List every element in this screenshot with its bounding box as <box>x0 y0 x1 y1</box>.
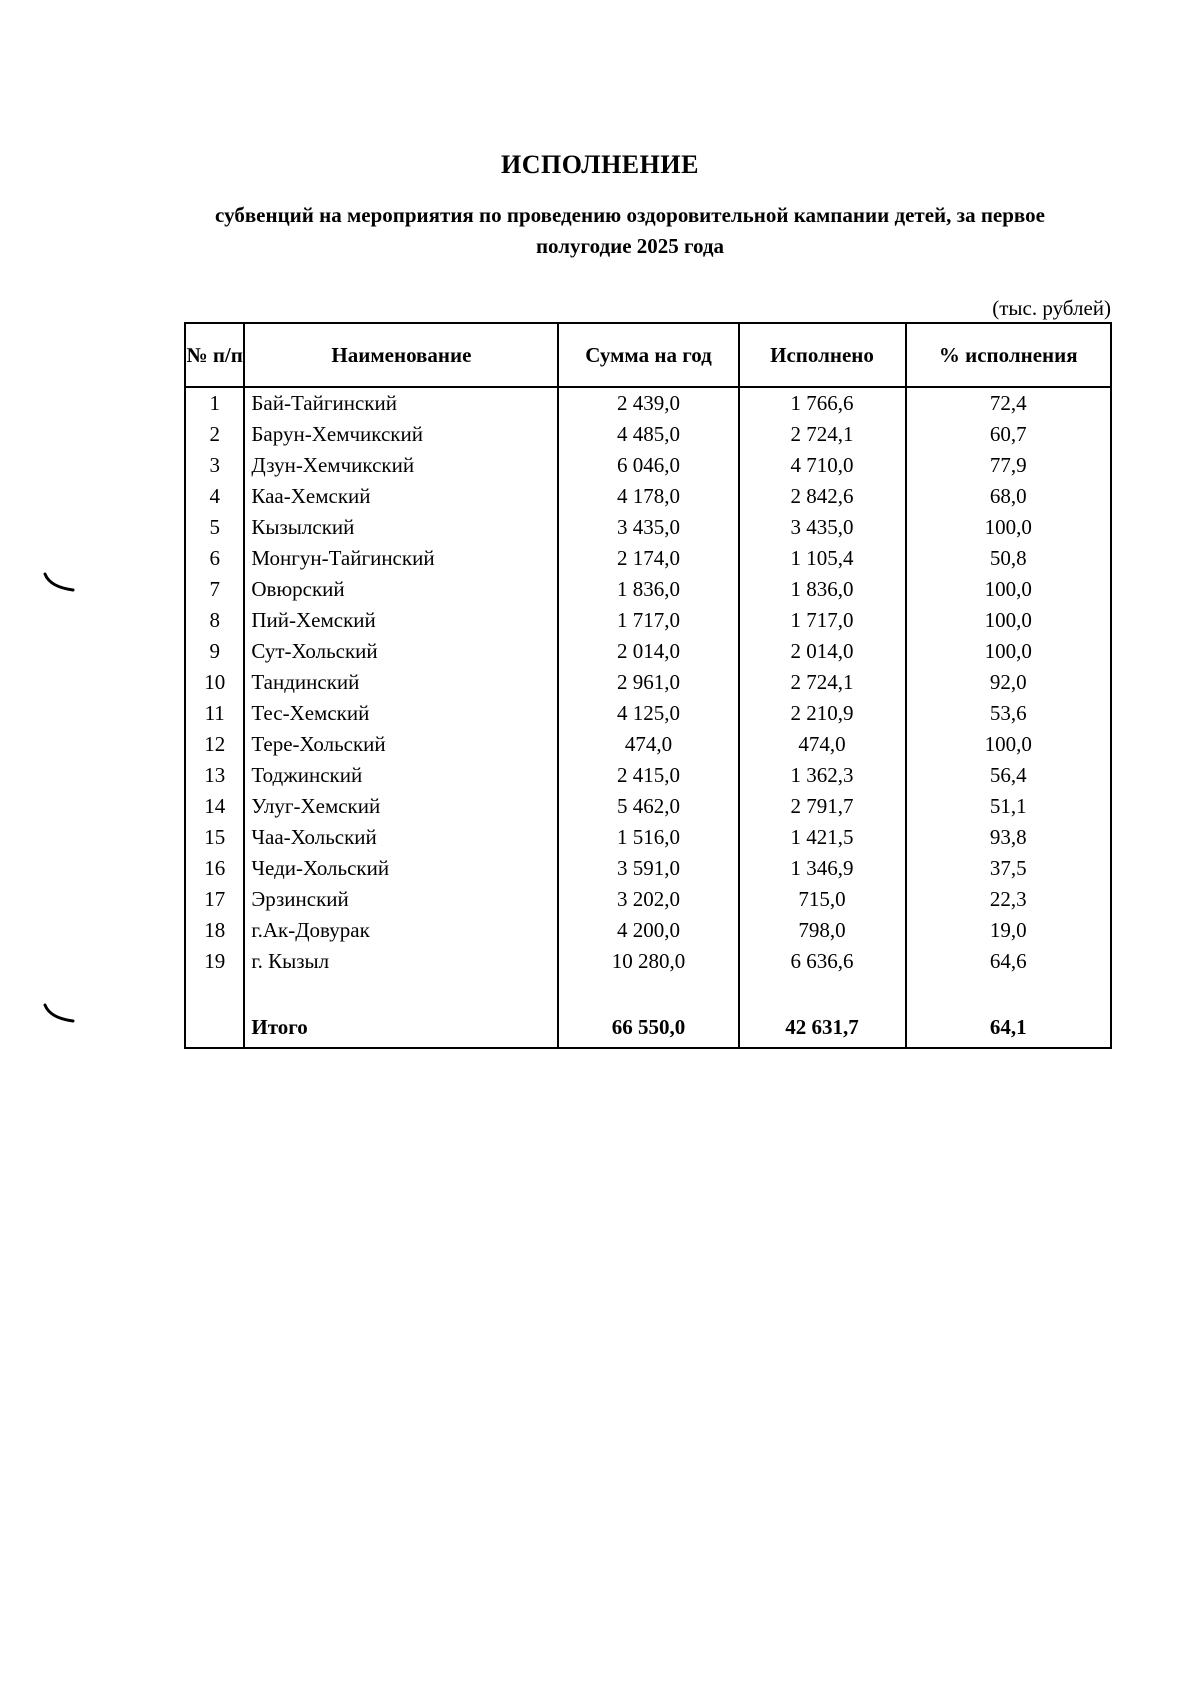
num-cell: 8 <box>185 605 244 636</box>
scan-mark <box>42 1002 78 1026</box>
num-cell: 17 <box>185 884 244 915</box>
pct-cell: 100,0 <box>906 636 1112 667</box>
pct-cell: 64,6 <box>906 946 1112 977</box>
name-cell: Барун-Хемчикский <box>244 419 558 450</box>
total-done-cell: 42 631,7 <box>739 1007 906 1048</box>
pct-cell: 51,1 <box>906 791 1112 822</box>
table-row <box>185 822 1111 853</box>
pct-cell: 19,0 <box>906 915 1112 946</box>
sum-cell: 4 200,0 <box>558 915 738 946</box>
total-sum-cell: 66 550,0 <box>558 1007 738 1048</box>
table-row <box>185 791 1111 822</box>
done-cell: 1 836,0 <box>739 574 906 605</box>
pct-cell: 37,5 <box>906 853 1112 884</box>
pct-cell: 72,4 <box>906 387 1112 419</box>
sum-cell: 2 415,0 <box>558 760 738 791</box>
done-cell: 4 710,0 <box>739 450 906 481</box>
num-cell: 9 <box>185 636 244 667</box>
done-cell: 1 362,3 <box>739 760 906 791</box>
num-cell: 11 <box>185 698 244 729</box>
table-row <box>185 853 1111 884</box>
sum-cell: 1 836,0 <box>558 574 738 605</box>
table-row <box>185 760 1111 791</box>
name-cell: г.Ак-Довурак <box>244 915 558 946</box>
pct-cell: 53,6 <box>906 698 1112 729</box>
table-row <box>185 698 1111 729</box>
sum-cell: 4 485,0 <box>558 419 738 450</box>
done-cell: 1 766,6 <box>739 387 906 419</box>
name-cell: Чаа-Хольский <box>244 822 558 853</box>
sum-cell: 10 280,0 <box>558 946 738 977</box>
header-pct: % исполнения <box>906 323 1112 387</box>
pct-cell: 92,0 <box>906 667 1112 698</box>
pct-cell: 100,0 <box>906 605 1112 636</box>
table-row <box>185 543 1111 574</box>
header-sum: Сумма на год <box>558 323 738 387</box>
sum-cell: 1 717,0 <box>558 605 738 636</box>
num-cell: 19 <box>185 946 244 977</box>
num-cell: 5 <box>185 512 244 543</box>
table-row <box>185 512 1111 543</box>
done-cell: 2 210,9 <box>739 698 906 729</box>
table-row <box>185 387 1111 419</box>
pct-cell: 68,0 <box>906 481 1112 512</box>
sum-cell: 2 961,0 <box>558 667 738 698</box>
done-cell: 715,0 <box>739 884 906 915</box>
done-cell: 2 842,6 <box>739 481 906 512</box>
table-row <box>185 636 1111 667</box>
table-body <box>185 387 1111 1048</box>
total-name-cell: Итого <box>244 1007 558 1048</box>
done-cell: 3 435,0 <box>739 512 906 543</box>
num-cell: 16 <box>185 853 244 884</box>
done-cell: 474,0 <box>739 729 906 760</box>
name-cell: Монгун-Тайгинский <box>244 543 558 574</box>
table-row <box>185 884 1111 915</box>
table-header-row <box>185 323 1111 387</box>
pct-cell: 22,3 <box>906 884 1112 915</box>
num-cell: 2 <box>185 419 244 450</box>
sum-cell: 4 125,0 <box>558 698 738 729</box>
num-cell: 15 <box>185 822 244 853</box>
num-cell: 6 <box>185 543 244 574</box>
pct-cell: 77,9 <box>906 450 1112 481</box>
name-cell: Кызылский <box>244 512 558 543</box>
pct-cell: 56,4 <box>906 760 1112 791</box>
num-cell: 4 <box>185 481 244 512</box>
sum-cell: 3 202,0 <box>558 884 738 915</box>
execution-table <box>184 322 1112 1049</box>
table-row <box>185 946 1111 977</box>
num-cell: 14 <box>185 791 244 822</box>
done-cell: 2 014,0 <box>739 636 906 667</box>
name-cell: Чеди-Хольский <box>244 853 558 884</box>
done-cell: 6 636,6 <box>739 946 906 977</box>
num-cell: 18 <box>185 915 244 946</box>
name-cell: Улуг-Хемский <box>244 791 558 822</box>
sum-cell: 1 516,0 <box>558 822 738 853</box>
done-cell: 2 724,1 <box>739 419 906 450</box>
done-cell: 1 346,9 <box>739 853 906 884</box>
spacer-row <box>185 977 1111 1007</box>
header-num: № п/п <box>185 323 244 387</box>
name-cell: г. Кызыл <box>244 946 558 977</box>
num-cell: 13 <box>185 760 244 791</box>
units-note: (тыс. рублей) <box>992 296 1111 320</box>
sum-cell: 2 174,0 <box>558 543 738 574</box>
table-row <box>185 481 1111 512</box>
sum-cell: 474,0 <box>558 729 738 760</box>
name-cell: Дзун-Хемчикский <box>244 450 558 481</box>
done-cell: 798,0 <box>739 915 906 946</box>
document-title: ИСПОЛНЕНИЕ <box>501 150 699 179</box>
table-row <box>185 605 1111 636</box>
num-cell: 7 <box>185 574 244 605</box>
name-cell: Тес-Хемский <box>244 698 558 729</box>
name-cell: Каа-Хемский <box>244 481 558 512</box>
pct-cell: 100,0 <box>906 729 1112 760</box>
table-row <box>185 915 1111 946</box>
sum-cell: 6 046,0 <box>558 450 738 481</box>
pct-cell: 100,0 <box>906 512 1112 543</box>
pct-cell: 100,0 <box>906 574 1112 605</box>
pct-cell: 60,7 <box>906 419 1112 450</box>
sum-cell: 5 462,0 <box>558 791 738 822</box>
done-cell: 1 421,5 <box>739 822 906 853</box>
sum-cell: 2 014,0 <box>558 636 738 667</box>
table-row <box>185 450 1111 481</box>
name-cell: Тоджинский <box>244 760 558 791</box>
done-cell: 2 724,1 <box>739 667 906 698</box>
done-cell: 1 105,4 <box>739 543 906 574</box>
num-cell: 12 <box>185 729 244 760</box>
name-cell: Тандинский <box>244 667 558 698</box>
num-cell: 10 <box>185 667 244 698</box>
total-num-cell <box>185 1007 244 1048</box>
table-row <box>185 667 1111 698</box>
name-cell: Бай-Тайгинский <box>244 387 558 419</box>
total-row <box>185 1007 1111 1048</box>
name-cell: Сут-Хольский <box>244 636 558 667</box>
sum-cell: 3 435,0 <box>558 512 738 543</box>
scan-mark <box>42 571 78 595</box>
table-row <box>185 729 1111 760</box>
name-cell: Тере-Хольский <box>244 729 558 760</box>
header-done: Исполнено <box>739 323 906 387</box>
pct-cell: 50,8 <box>906 543 1112 574</box>
sum-cell: 3 591,0 <box>558 853 738 884</box>
table-row <box>185 574 1111 605</box>
num-cell: 1 <box>185 387 244 419</box>
total-pct-cell: 64,1 <box>906 1007 1112 1048</box>
sum-cell: 4 178,0 <box>558 481 738 512</box>
name-cell: Овюрский <box>244 574 558 605</box>
done-cell: 1 717,0 <box>739 605 906 636</box>
num-cell: 3 <box>185 450 244 481</box>
name-cell: Пий-Хемский <box>244 605 558 636</box>
table-row <box>185 419 1111 450</box>
pct-cell: 93,8 <box>906 822 1112 853</box>
sum-cell: 2 439,0 <box>558 387 738 419</box>
header-name: Наименование <box>244 323 558 387</box>
document-subtitle: субвенций на мероприятия по проведению оздоровительной кампании детей, за первое полугодие 2025 года <box>215 203 1045 258</box>
name-cell: Эрзинский <box>244 884 558 915</box>
done-cell: 2 791,7 <box>739 791 906 822</box>
